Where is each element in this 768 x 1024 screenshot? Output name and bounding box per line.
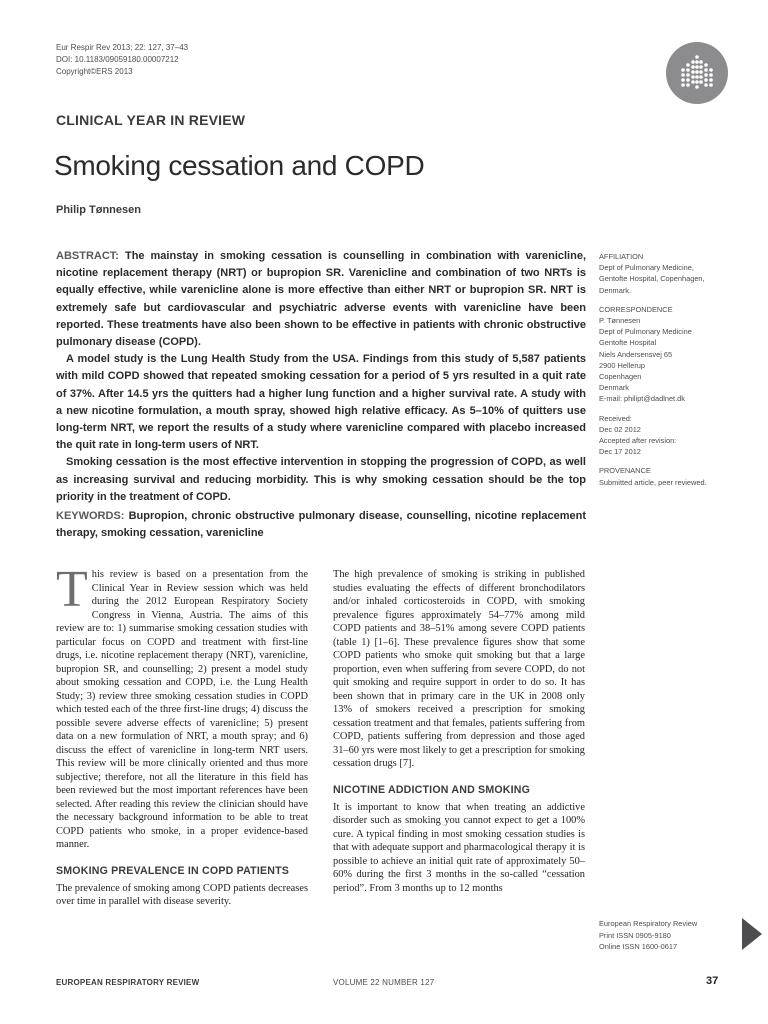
author-name: Philip Tønnesen [56,204,141,216]
logo-dot [695,60,699,64]
logo-dot [695,80,699,84]
logo-dot [709,68,713,72]
logo-dot [695,70,699,74]
logo-dot [709,73,713,77]
logo-dot [681,83,685,87]
next-page-arrow-icon[interactable] [742,918,762,950]
keywords-label: KEYWORDS: [56,510,125,522]
logo-dot [699,65,703,69]
journal-issn-info [599,918,697,953]
intro-text: his review is based on a presentation from the Clinical Year in Review session which was held during the 2012 European Respiratory Society Congress in Vienna, Austria. The aims of this review are to: 1) summarise smoking cessation studies with particular focus on COPD and treatment with first-line drugs, i.e. nicotine replacement therapy (NRT), varenicline, bupropion SR, and counselling; 2) present a model study about smoking cessation and COPD, i.e. the Lung Health Study; 3) review three smoking cessation studies in COPD which tested each of the three first-line drugs; 4) discuss the possible severe adverse effects of varenicline; 5) present data on a new formulation of NRT, a mouth spray; and 6) discuss the effect of varenicline in long-term NRT users. This review will be more clinically oriented and thus more subjective; therefore, not all the literature in this field has been reviewed but the most important references have been selected. After reading this review the clinician should have the necessary background information to be able to treat COPD patients who smoke, in a proper evidence-based manner. [56,569,308,850]
correspondence-line: 2900 Hellerup [599,360,646,370]
doi: DOI: 10.1183/09059180.00007212 [56,55,179,64]
logo-dot [681,73,685,77]
logo-dot [686,63,690,67]
correspondence-line: P. Tønnesen [599,316,641,326]
logo-dot [704,78,708,82]
correspondence-line: Dept of Pulmonary Medicine [599,327,692,337]
logo-dot [704,73,708,77]
correspondence [599,304,729,405]
logo-dot [699,70,703,74]
affiliation-line: Gentofte Hospital, Copenhagen, [599,274,705,284]
footer-journal: EUROPEAN RESPIRATORY REVIEW [56,978,200,987]
page-number: 37 [706,975,719,987]
article-info-sidebar [599,251,729,496]
abstract-label: ABSTRACT: [56,250,119,262]
correspondence-line: Copenhagen [599,372,642,382]
logo-dot [709,78,713,82]
body-column-left [56,561,308,909]
logo-dot [681,78,685,82]
keywords [56,508,586,542]
correspondence-label: CORRESPONDENCE [599,304,673,314]
affiliation-line: Denmark. [599,285,632,295]
logo-dot [691,70,695,74]
correspondence-line: Gentofte Hospital [599,338,657,348]
citation-block [56,42,188,78]
abstract-paragraph-1: The mainstay in smoking cessation is counselling in combination with varenicline, nicotine replacement therapy (NRT) or bupropion SR. Varenicline and combination of two NRTs is equally effective, while varenicline alone is more effective than either NRT or bupropion SR. NRT is extremely safe but cardiovascular and psychiatric adverse events with varenicline have been reported. These treatments have also been shown to be effective in patients with chronic obstructive pulmonary disease (COPD). [56,250,586,349]
correspondence-email: E-mail: philipt@dadlnet.dk [599,394,685,404]
copyright: Copyright©ERS 2013 [56,67,133,76]
logo-dot [691,65,695,69]
logo-dot [695,85,699,89]
intro-paragraph [56,561,308,852]
section-heading-smoking-prevalence: SMOKING PREVALENCE IN COPD PATIENTS [56,864,290,877]
footer-volume: VOLUME 22 NUMBER 127 [333,978,435,987]
correspondence-line: Denmark [599,383,629,393]
print-issn: Print ISSN 0905-9180 [599,930,671,940]
affiliation-line: Dept of Pulmonary Medicine, [599,263,694,273]
abstract-paragraph-3: Smoking cessation is the most effective intervention in stopping the progression of COPD, as well as increasing survival and reducing morbidity. This is why smoking cessation should be the top priority in the treatment of COPD. [56,456,586,503]
logo-dot [695,55,699,59]
logo-dot [699,60,703,64]
logo-dot [704,83,708,87]
logo-dot [699,80,703,84]
page-title: Smoking cessation and COPD [54,150,425,181]
logo-dot [686,68,690,72]
received-label: Received: [599,413,632,423]
logo-dot [686,83,690,87]
logo-dot [709,83,713,87]
logo-dot [704,63,708,67]
keywords-text: Bupropion, chronic obstructive pulmonary disease, counselling, nicotine replacement therapy, smoking cessation, varenicline [56,510,586,539]
provenance [599,465,729,487]
logo-dot [686,73,690,77]
accepted-label: Accepted after revision: [599,436,677,446]
received-date: Dec 02 2012 [599,424,641,434]
logo-dot [691,60,695,64]
online-issn: Online ISSN 1600-0617 [599,942,678,952]
logo-dot [686,78,690,82]
provenance-text: Submitted article, peer reviewed. [599,477,707,487]
logo-dot [704,68,708,72]
provenance-label: PROVENANCE [599,466,651,476]
logo-dot [695,65,699,69]
journal-name: European Respiratory Review [599,919,698,928]
affiliation-label: AFFILIATION [599,252,644,261]
logo-dot [695,75,699,79]
prevalence-continued-paragraph: The high prevalence of smoking is striking in published studies evaluating the effects of different bronchodilators and/or inhaled corticosteroids in COPD, with smoking prevalence figures approximately 54–77% among mild COPD patients and 38–51% among severe COPD patients (table 1) [1–6]. These prevalence figures show that some COPD patients who smoke quit smoking but that a large proportion, even when suffering from severe COPD, do not quit smoking and require support in order to do so. It has been shown that in primary care in the UK in 2008 only 13% of smokers received a prescription for smoking cessation treatment and that females, patients suffering from COPD, patients suffering from depression and those aged 31–60 yrs were most likely to get a prescription for smoking cessation drugs [7]. [333,569,585,769]
body-column-right [333,568,585,895]
affiliation [599,251,729,296]
correspondence-line: Niels Andersensvej 65 [599,349,673,359]
abstract-paragraph-2: A model study is the Lung Health Study from the USA. Findings from this study of 5,587 patients with mild COPD showed that repeated smoking cessation for a period of 5 yrs resulted in a quit rate of 37%. After 14.5 yrs the quitters had a higher lung function and a higher survival rate. A study with a new nicotine formulation, a mouth spray, showed high relative efficacy. As 5–10% of quitters use long-term NRT, we report the results of a study where varenicline compared with placebo increased the quit rate in long-term users of NRT. [56,353,586,452]
ers-logo-icon [666,42,728,104]
abstract [56,248,586,506]
citation: Eur Respir Rev 2013; 22: 127, 37–43 [56,43,189,52]
nicotine-addiction-paragraph: It is important to know that when treating an addictive disorder such as smoking you cannot expect to get a 100% cure. A typical finding in most smoking cessation studies is that with adequate support and pharmacological therapy it is possible to achieve an initial quit rate of approximately 50–60% during the first 3 months in the so-called “cessation period”. From 3 months up to 12 months [333,801,585,894]
section-heading-nicotine-addiction: NICOTINE ADDICTION AND SMOKING [333,783,531,796]
drop-cap: T [56,561,88,618]
section-label: CLINICAL YEAR IN REVIEW [56,112,246,128]
logo-dot [691,75,695,79]
logo-dot [681,68,685,72]
accepted-date: Dec 17 2012 [599,447,641,457]
logo-dot [699,75,703,79]
logo-dot [691,80,695,84]
prevalence-paragraph: The prevalence of smoking among COPD patients decreases over time in parallel with disease severity. [56,882,308,907]
article-dates [599,413,729,458]
